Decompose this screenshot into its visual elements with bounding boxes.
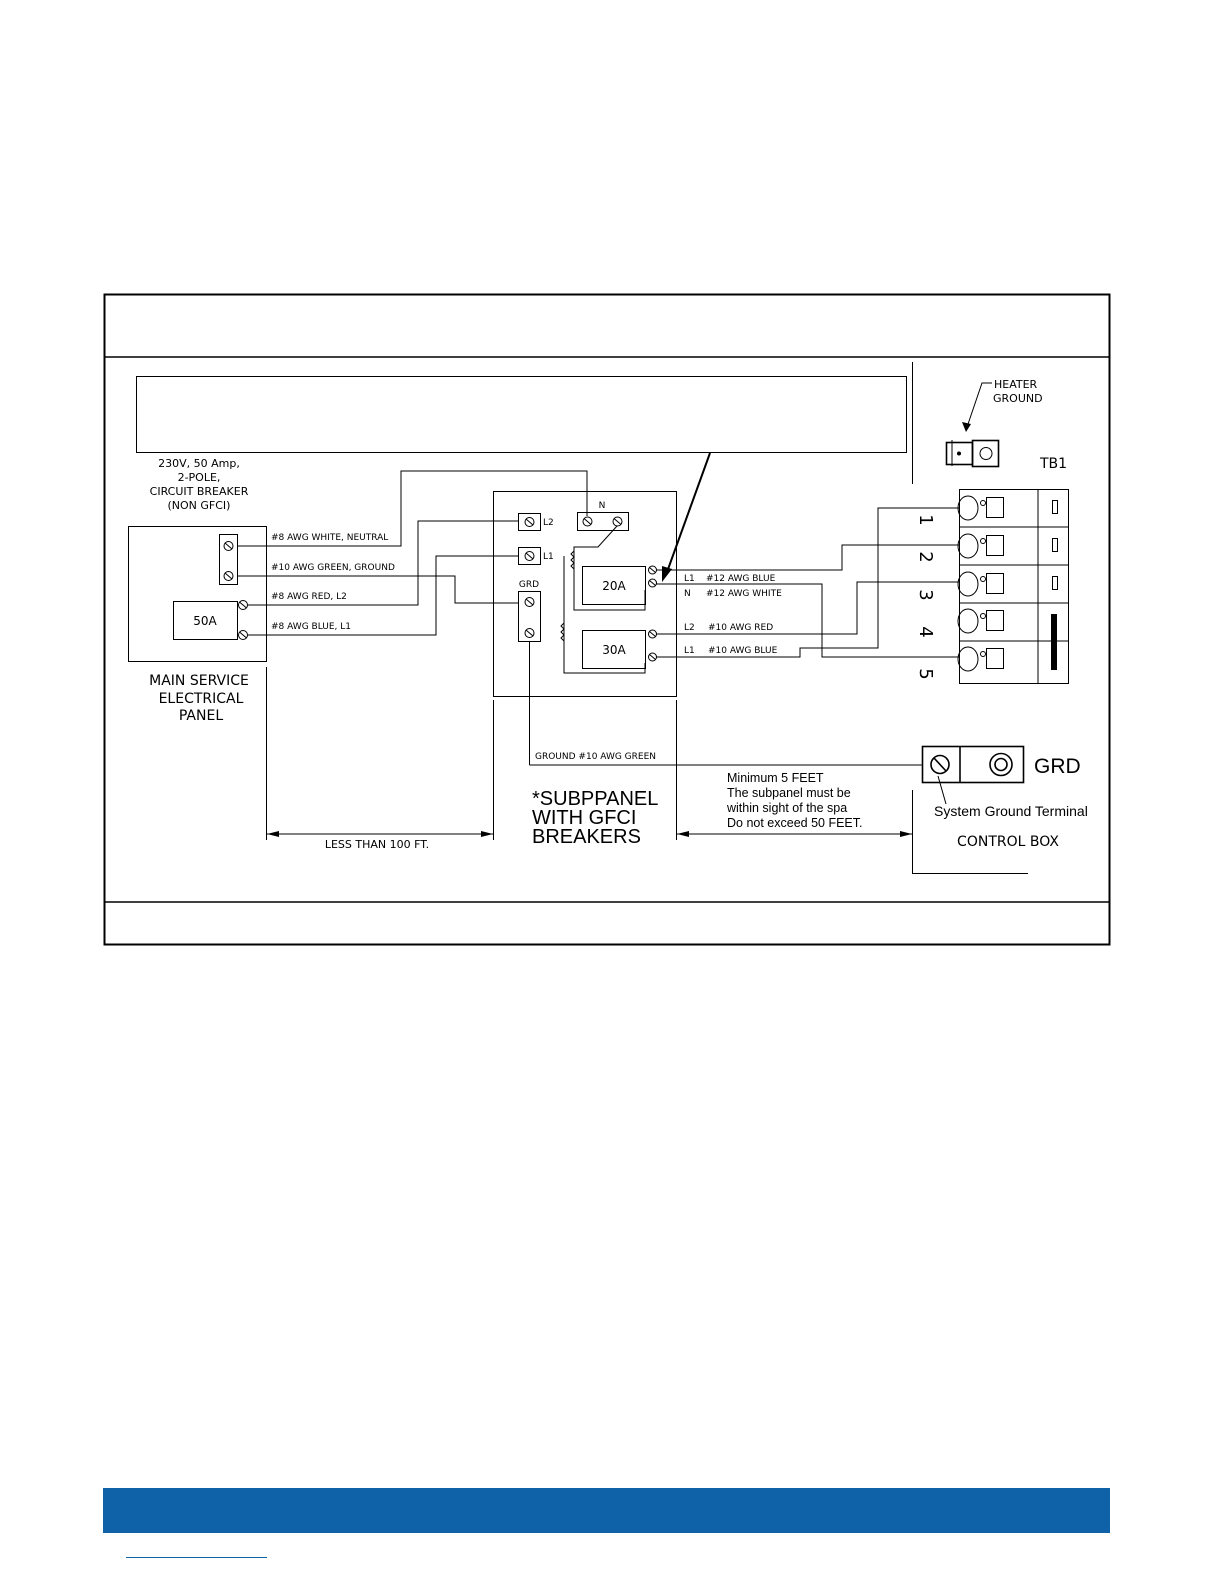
breaker-20a-label: 20A xyxy=(602,579,626,593)
neutral-bar xyxy=(578,513,629,531)
distance-right-label-2: The subpanel must be xyxy=(727,786,851,800)
wire-l2-30a-text: #10 AWG RED xyxy=(708,623,774,633)
terminal-l1-label: L1 xyxy=(543,552,554,562)
tb-terminal-1 xyxy=(958,496,1058,520)
wire-n-20a-term: N xyxy=(684,589,691,599)
subpanel-label-2: WITH GFCI xyxy=(532,807,637,829)
screw-terminal xyxy=(649,579,657,587)
tb-jumper-bar xyxy=(1052,615,1057,670)
heater-ground-lug-icon xyxy=(947,440,999,467)
main-service-panel xyxy=(129,527,267,662)
wire-l1-20a xyxy=(656,545,960,570)
distance-right-label-4: Do not exceed 50 FEET. xyxy=(727,816,863,830)
main-breaker-rating: 50A xyxy=(193,614,217,628)
main-breaker-label-3: CIRCUIT BREAKER xyxy=(149,485,249,498)
wire-l1-30a-text: #10 AWG BLUE xyxy=(708,646,778,656)
tb-number-4: 4 xyxy=(915,626,936,638)
wire-l2-30a xyxy=(656,582,960,634)
control-box-label: CONTROL BOX xyxy=(957,834,1059,850)
screw-terminal xyxy=(583,517,592,526)
heater-ground-label-1: HEATER xyxy=(994,378,1038,391)
tb-terminal-4 xyxy=(958,609,1004,633)
tb-number-5: 5 xyxy=(915,668,936,680)
note-pointer-arrow xyxy=(667,453,710,572)
wire-blue-label: #8 AWG BLUE, L1 xyxy=(271,622,352,632)
grd-label: GRD xyxy=(1034,755,1081,778)
breaker-30a-label: 30A xyxy=(602,643,626,657)
distance-right-label-3: within sight of the spa xyxy=(727,801,848,815)
ground-wire-label: GROUND #10 AWG GREEN xyxy=(535,752,657,762)
heater-ground-label-2: GROUND xyxy=(993,392,1043,405)
tb-number-3: 3 xyxy=(915,589,936,601)
main-breaker-label-2: 2-POLE, xyxy=(177,471,221,484)
arrowhead xyxy=(481,831,493,837)
arrowhead xyxy=(267,831,279,837)
wire-l1-30a-term: L1 xyxy=(684,646,695,656)
neutral-bar-label: N xyxy=(598,501,606,511)
tb1-label: TB1 xyxy=(1040,456,1068,472)
arrowhead xyxy=(900,831,912,837)
main-panel-label-2: ELECTRICAL xyxy=(158,691,244,707)
main-panel-label-3: PANEL xyxy=(178,708,224,724)
subpanel-label-3: BREAKERS xyxy=(532,826,641,848)
main-breaker-label-4: (NON GFCI) xyxy=(167,499,231,512)
wire-red-label: #8 AWG RED, L2 xyxy=(271,592,347,602)
distance-right-label-1: Minimum 5 FEET xyxy=(727,771,824,785)
ground-bar xyxy=(519,592,541,642)
system-ground-terminal xyxy=(923,746,1024,783)
subpanel xyxy=(494,492,677,697)
screw-terminal xyxy=(224,542,233,551)
ground-bar-label: GRD xyxy=(518,580,540,590)
tb-terminal-5 xyxy=(958,647,1004,671)
screw-terminal xyxy=(649,566,657,574)
tb-terminal-2 xyxy=(958,534,1058,558)
tb-terminal-3 xyxy=(958,572,1058,596)
wire-white-label: #8 AWG WHITE, NEUTRAL xyxy=(271,533,389,543)
wire-l1-20a-term: L1 xyxy=(684,574,695,584)
tb-number-2: 2 xyxy=(915,551,936,563)
arrowhead xyxy=(662,566,672,582)
arrowhead xyxy=(677,831,689,837)
main-breaker-label-1: 230V, 50 Amp, xyxy=(158,457,240,470)
terminal-l2-label: L2 xyxy=(543,518,554,528)
arrowhead xyxy=(962,422,971,432)
wire-n-20a xyxy=(656,584,960,657)
screw-terminal xyxy=(525,598,534,607)
screw-terminal xyxy=(649,653,657,661)
screw-terminal xyxy=(239,601,248,610)
main-panel-label-1: MAIN SERVICE xyxy=(149,673,249,689)
footer-link-underline[interactable] xyxy=(126,1557,267,1558)
wire-green-label: #10 AWG GREEN, GROUND xyxy=(271,563,395,573)
wire-l1-20a-text: #12 AWG BLUE xyxy=(706,574,776,584)
subpanel-label-1: *SUBPPANEL xyxy=(532,788,659,810)
note-box xyxy=(137,377,907,453)
screw-terminal xyxy=(613,517,622,526)
screw-terminal xyxy=(239,631,248,640)
wire-l2-30a-term: L2 xyxy=(684,623,695,633)
distance-left-label: LESS THAN 100 FT. xyxy=(324,838,430,851)
screw-terminal xyxy=(525,518,534,527)
internal-wire-neutral xyxy=(574,526,645,610)
tb-number-1: 1 xyxy=(915,514,936,526)
footer-bar xyxy=(103,1488,1110,1533)
system-ground-label: System Ground Terminal xyxy=(934,803,1088,819)
screw-terminal xyxy=(525,552,534,561)
screw-terminal xyxy=(224,572,233,581)
system-ground-leader xyxy=(938,776,946,804)
screw-terminal xyxy=(649,630,657,638)
screw-terminal xyxy=(525,629,534,638)
wire-n-20a-text: #12 AWG WHITE xyxy=(706,589,782,599)
heater-ground-leader xyxy=(966,383,992,430)
